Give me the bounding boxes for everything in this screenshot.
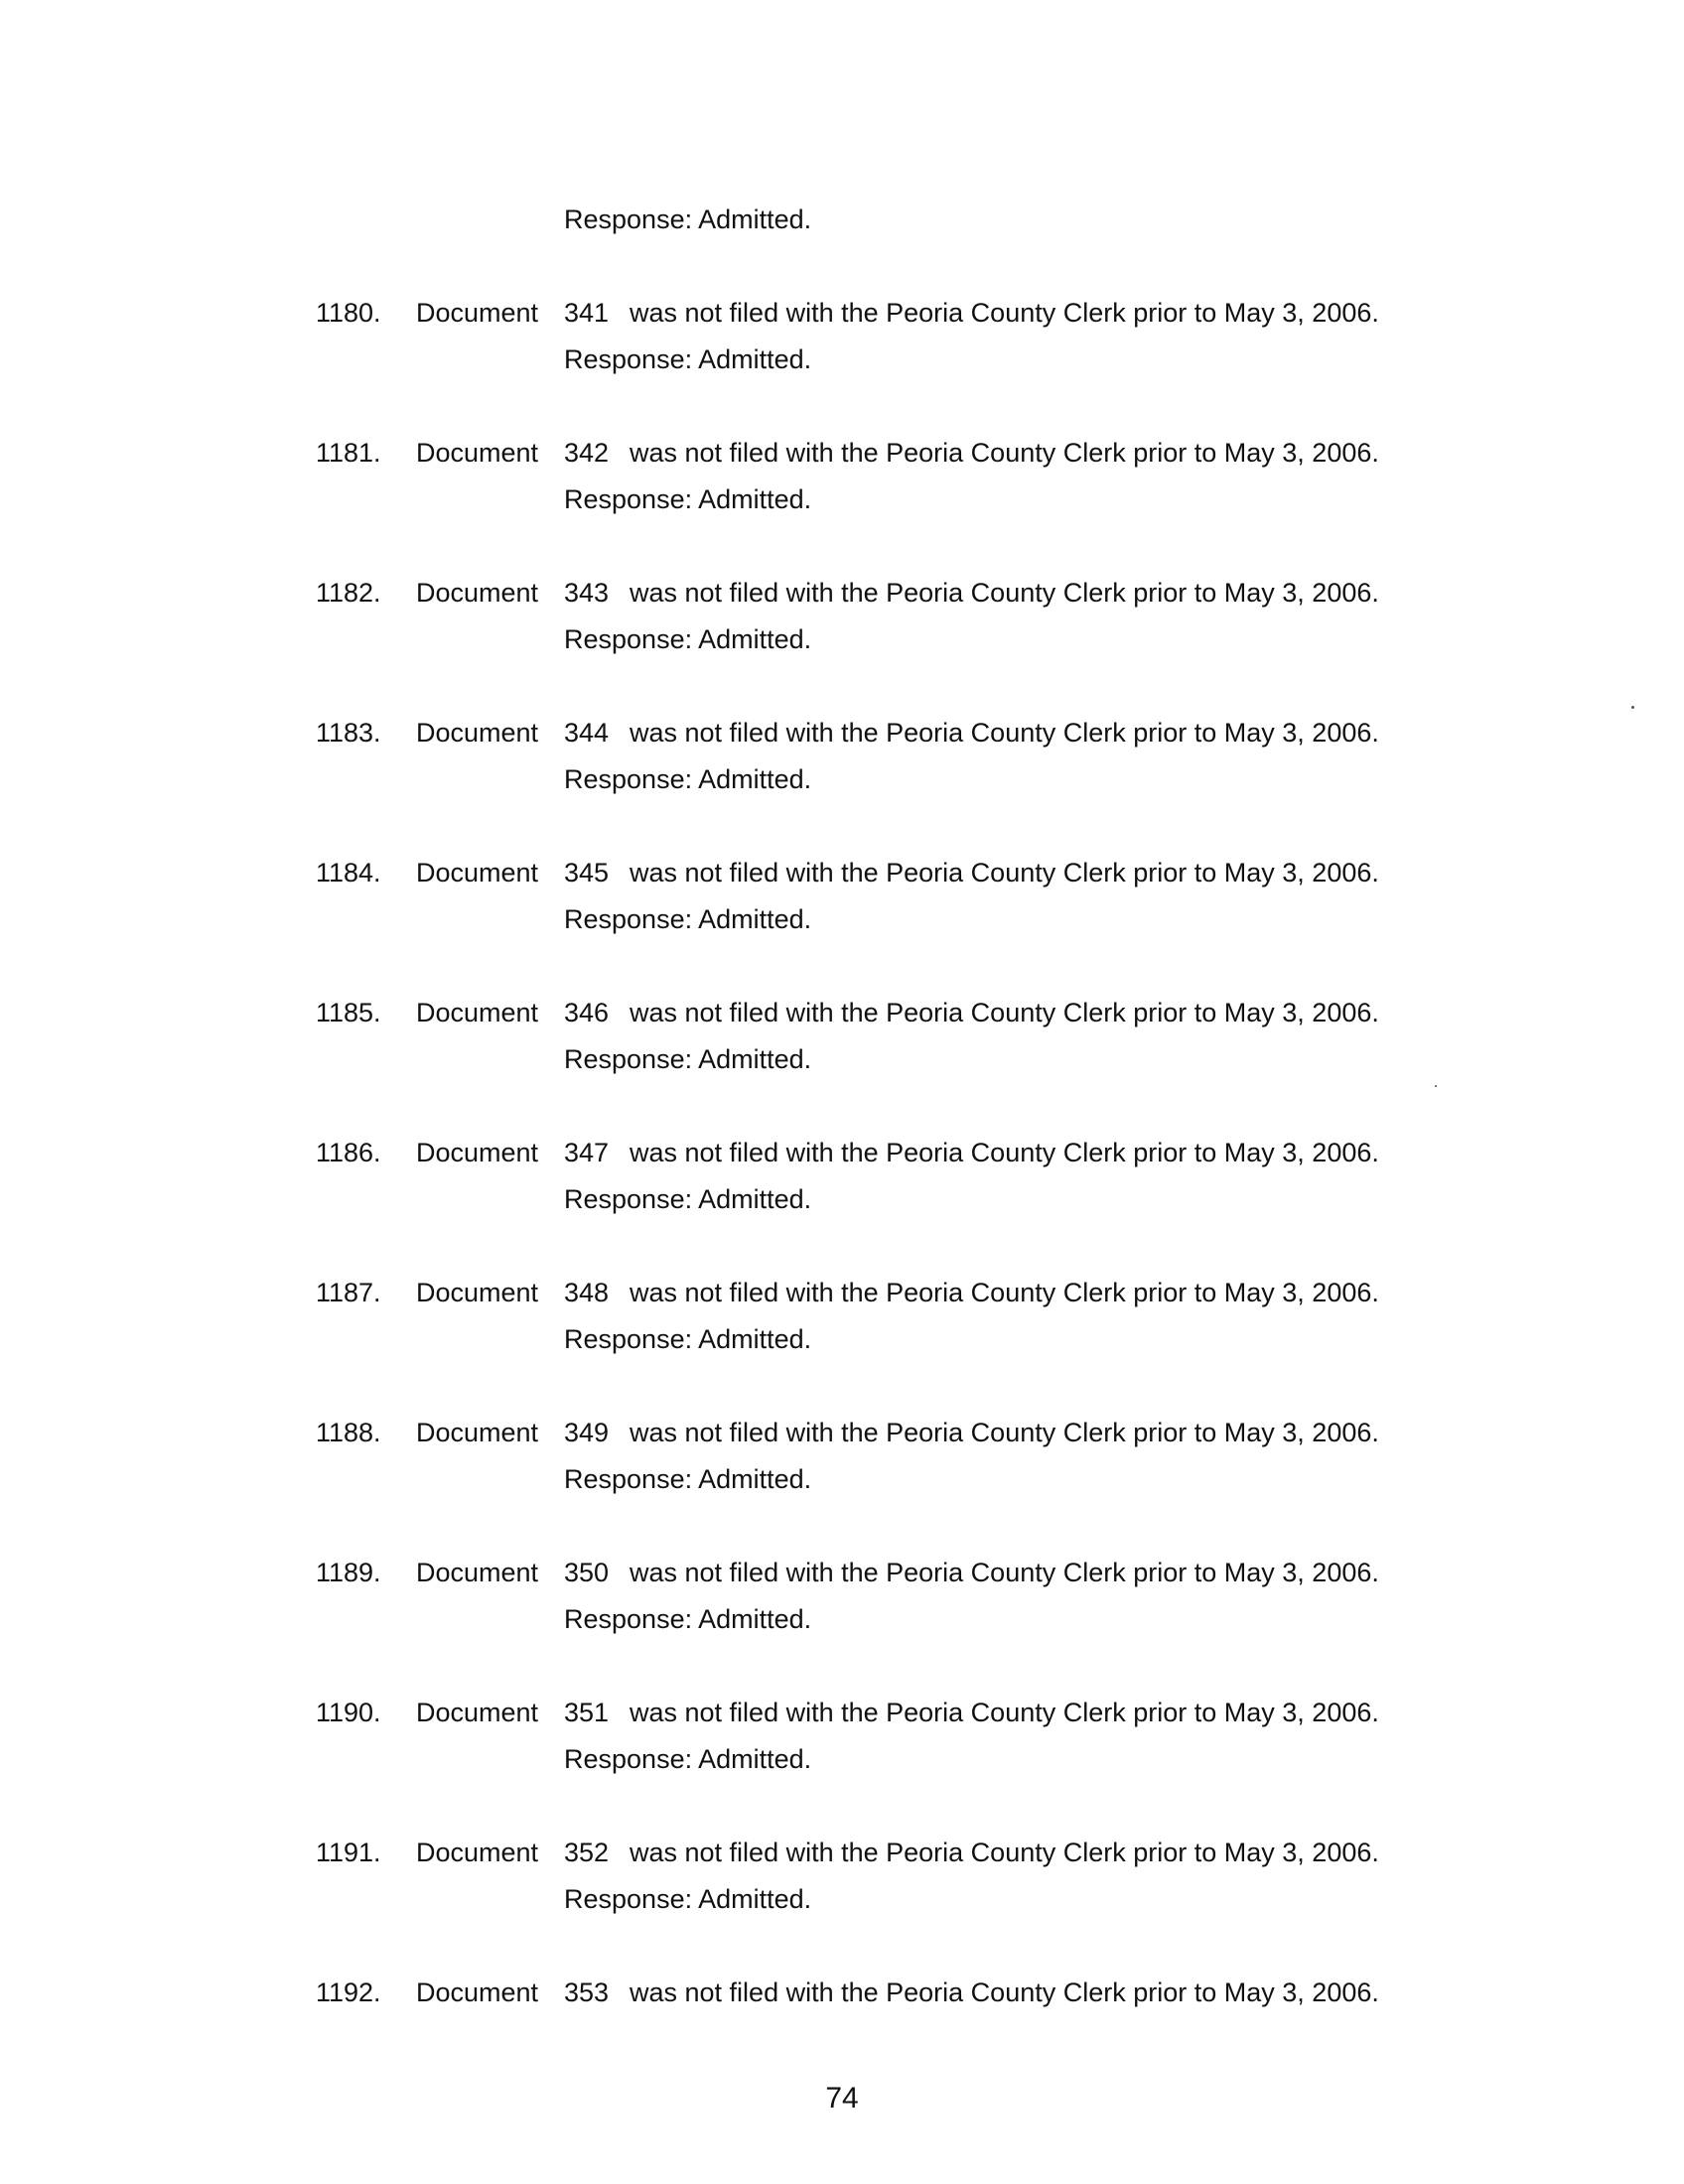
- page-number: 74: [825, 2082, 859, 2115]
- entry-response: Response: Admitted.: [564, 1324, 812, 1354]
- entry-document-label: Document: [416, 1558, 539, 1587]
- entry-response: Response: Admitted.: [564, 624, 812, 654]
- entry-document-label: Document: [416, 1838, 539, 1867]
- entry-document-number: 344: [564, 718, 610, 748]
- entry-response: Response: Admitted.: [564, 1464, 812, 1494]
- entry-number: 1183.: [316, 718, 381, 748]
- entry-number: 1191.: [316, 1838, 381, 1867]
- entry-number: 1180.: [316, 298, 381, 328]
- entry-statement: was not filed with the Peoria County Clerk prior to May 3, 2006.: [630, 438, 1379, 468]
- entry-response: Response: Admitted.: [564, 1604, 812, 1634]
- entry-response: Response: Admitted.: [564, 1184, 812, 1214]
- entry-document-label: Document: [416, 1418, 539, 1447]
- entry-statement: was not filed with the Peoria County Clerk prior to May 3, 2006.: [630, 578, 1379, 608]
- entry-response: Response: Admitted.: [564, 1044, 812, 1074]
- entry-document-label: Document: [416, 298, 539, 328]
- entry-number: 1184.: [316, 858, 381, 887]
- entry-number: 1182.: [316, 578, 381, 608]
- entry-number: 1186.: [316, 1138, 381, 1167]
- entry-statement: was not filed with the Peoria County Clerk prior to May 3, 2006.: [630, 1978, 1379, 2007]
- entry-document-number: 351: [564, 1698, 610, 1727]
- entry-statement: was not filed with the Peoria County Clerk prior to May 3, 2006.: [630, 1278, 1379, 1307]
- entry-number: 1181.: [316, 438, 381, 468]
- entry-document-number: 342: [564, 438, 610, 468]
- entry-statement: was not filed with the Peoria County Clerk prior to May 3, 2006.: [630, 1838, 1379, 1867]
- entry-document-number: 345: [564, 858, 610, 887]
- entry-statement: was not filed with the Peoria County Clerk prior to May 3, 2006.: [630, 1558, 1379, 1587]
- entry-statement: was not filed with the Peoria County Clerk prior to May 3, 2006.: [630, 998, 1379, 1027]
- entry-document-number: 346: [564, 998, 610, 1027]
- entry-response: Response: Admitted.: [564, 344, 812, 374]
- entry-document-number: 347: [564, 1138, 610, 1167]
- entry-document-label: Document: [416, 578, 539, 608]
- entry-document-number: 343: [564, 578, 610, 608]
- scan-speck: [1631, 706, 1634, 709]
- entry-document-label: Document: [416, 1698, 539, 1727]
- entry-document-number: 348: [564, 1278, 610, 1307]
- entry-document-number: 341: [564, 298, 610, 328]
- scan-speck: [1435, 1085, 1437, 1087]
- entry-number: 1187.: [316, 1278, 381, 1307]
- entry-response: Response: Admitted.: [564, 904, 812, 934]
- entry-document-number: 349: [564, 1418, 610, 1447]
- entry-document-label: Document: [416, 1138, 539, 1167]
- entry-document-label: Document: [416, 1978, 539, 2007]
- entry-document-label: Document: [416, 998, 539, 1027]
- entry-document-number: 353: [564, 1978, 610, 2007]
- entry-document-label: Document: [416, 858, 539, 887]
- entry-response: Response: Admitted.: [564, 484, 812, 514]
- entry-response: Response: Admitted.: [564, 1744, 812, 1774]
- entry-statement: was not filed with the Peoria County Clerk prior to May 3, 2006.: [630, 1698, 1379, 1727]
- entry-statement: was not filed with the Peoria County Clerk prior to May 3, 2006.: [630, 1418, 1379, 1447]
- entry-number: 1190.: [316, 1698, 381, 1727]
- entry-response: Response: Admitted.: [564, 1884, 812, 1914]
- entry-statement: was not filed with the Peoria County Clerk prior to May 3, 2006.: [630, 298, 1379, 328]
- entry-number: 1185.: [316, 998, 381, 1027]
- entry-document-label: Document: [416, 438, 539, 468]
- entry-response: Response: Admitted.: [564, 764, 812, 794]
- entry-document-label: Document: [416, 718, 539, 748]
- entry-document-number: 350: [564, 1558, 610, 1587]
- entry-statement: was not filed with the Peoria County Clerk prior to May 3, 2006.: [630, 1138, 1379, 1167]
- entry-statement: was not filed with the Peoria County Clerk prior to May 3, 2006.: [630, 858, 1379, 887]
- entry-document-label: Document: [416, 1278, 539, 1307]
- entry-document-number: 352: [564, 1838, 610, 1867]
- top-response: Response: Admitted.: [564, 205, 812, 234]
- entry-number: 1188.: [316, 1418, 381, 1447]
- entry-number: 1189.: [316, 1558, 381, 1587]
- entry-statement: was not filed with the Peoria County Clerk prior to May 3, 2006.: [630, 718, 1379, 748]
- entry-number: 1192.: [316, 1978, 381, 2007]
